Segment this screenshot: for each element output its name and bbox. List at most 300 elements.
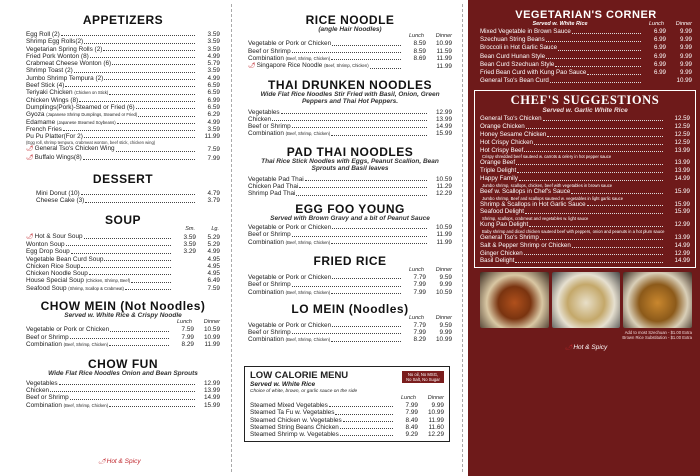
dot-leader (131, 282, 171, 283)
menu-item-name (26, 145, 115, 153)
chef-box (474, 90, 696, 268)
menu-item (248, 123, 452, 130)
dot-leader (79, 101, 195, 102)
menu-item (250, 409, 444, 416)
pepper-icon: 🌶 (248, 63, 256, 70)
soup-large-label: Lg. (211, 225, 219, 232)
lunch-label: Lunch (401, 395, 416, 401)
hot-spicy-label: Hot & Spicy (573, 344, 608, 352)
dinner-price: 9.99 (679, 52, 692, 60)
menu-item-price: 3.59 (207, 125, 220, 133)
lunch-price: 6.99 (653, 60, 666, 68)
food-photo-1 (480, 272, 549, 328)
menu-item-label: Triple Delight (480, 167, 517, 175)
menu-item-name (26, 133, 83, 140)
chef-subtitle: Served w. Garlic White Rice (542, 106, 628, 114)
eggfoo-subtitle: Served with Brown Gravy and a bit of Peanut Sauce (270, 214, 430, 222)
menu-item-name (480, 201, 586, 209)
menu-item (248, 336, 452, 343)
dot-leader (109, 406, 195, 407)
menu-item-label: Vegetables (248, 108, 280, 116)
menu-item (248, 239, 452, 246)
dot-leader (50, 391, 195, 392)
menu-item-name (248, 116, 271, 123)
food-photos (480, 272, 692, 328)
menu-item-price: 12.59 (674, 123, 690, 131)
menu-item-label: Bean Curd Szechuan Style (480, 60, 555, 68)
menu-item-name (248, 322, 331, 329)
menu-item-name (248, 336, 330, 343)
menu-item-label: Combination (248, 288, 284, 296)
lomein-title: LO MEIN (Noodles) (291, 301, 409, 316)
menu-item-note: (Japanese Shrimp Dumplings, Steamed or Fried) (46, 112, 138, 118)
menu-item-name (480, 242, 571, 250)
dot-leader (343, 421, 393, 422)
menu-item-name (248, 289, 330, 296)
large-price: 5.29 (207, 240, 220, 248)
menu-item (26, 387, 220, 394)
dot-leader (571, 193, 663, 194)
menu-item (26, 67, 220, 74)
dot-leader (83, 159, 195, 160)
menu-item-name (36, 197, 84, 204)
chef-title: CHEF'S SUGGESTIONS (510, 93, 660, 108)
dot-leader (109, 94, 195, 95)
menu-item-name (26, 387, 49, 394)
dot-leader (332, 45, 401, 46)
menu-item-note: (Beef, Shrimp, Chicken) (285, 131, 331, 137)
dot-leader (526, 128, 663, 129)
menu-item-label: Steamed Chicken w. Vegetables (250, 416, 342, 424)
lowcal-box (244, 366, 450, 442)
dot-leader (61, 35, 195, 36)
dot-leader (516, 164, 663, 165)
dot-leader (70, 399, 195, 400)
menu-item-name (480, 115, 542, 123)
menu-item-label: Dumplings(Pork)-Steamed or Fried (6) (26, 103, 135, 111)
dinner-price: 9.99 (439, 281, 452, 289)
menu-item (26, 31, 220, 38)
menu-item-name (248, 62, 369, 70)
menu-item (26, 82, 220, 89)
lunch-price: 6.99 (653, 44, 666, 52)
menu-item-price: 12.99 (436, 108, 452, 116)
dot-leader (272, 120, 427, 121)
menu-item-price: 13.99 (674, 159, 690, 167)
footnote-2: Brown Rice Substitution - $1.00 Extra (622, 335, 692, 341)
menu-item-label: Egg Drop Soup (26, 248, 70, 256)
dot-leader (81, 267, 171, 268)
dot-leader (59, 384, 195, 385)
menu-item-price: 4.99 (207, 118, 220, 126)
dot-leader (116, 151, 195, 152)
dot-leader (546, 58, 641, 59)
menu-item-label: Hot & Sour Soup (34, 232, 83, 240)
padthai-list (248, 176, 452, 198)
menu-item-name (250, 424, 339, 431)
dot-leader (305, 180, 427, 181)
dinner-label: Dinner (675, 21, 692, 27)
dinner-price: 10.59 (436, 288, 452, 296)
menu-item-name (248, 329, 291, 336)
menu-item (26, 248, 220, 255)
lunch-price: 7.79 (413, 321, 426, 329)
dinner-label: Dinner (435, 33, 452, 40)
menu-item-price: 6.99 (207, 96, 220, 104)
menu-item-name (248, 109, 280, 116)
menu-item-name (26, 380, 58, 387)
menu-item (480, 242, 690, 250)
menu-item (480, 221, 690, 229)
menu-item (480, 131, 690, 139)
vegcorner-subtitle: Served w. White Rice (532, 21, 588, 27)
dot-leader (546, 41, 641, 42)
dot-leader (331, 243, 427, 244)
dot-leader (331, 293, 401, 294)
menu-item-label: Seafood Soup (26, 284, 67, 292)
menu-item-note: (Chicken on Stick) (74, 90, 109, 96)
padthai-title: PAD THAI NOODLES (286, 144, 414, 159)
menu-item-note: (Japanese Steamed Soybeans) (56, 119, 116, 125)
menu-item (480, 208, 690, 216)
menu-item-note: (Chicken, Shrimp, Beef) (85, 278, 131, 284)
menu-item-name (248, 239, 330, 246)
menu-item (26, 46, 220, 53)
chowfun-subtitle: Wide Flat Rice Noodles Onion and Bean Sprouts (48, 370, 198, 378)
menu-item-label: Pu Pu Platter(For 2) (26, 133, 83, 141)
menu-item (36, 190, 220, 197)
menu-item (480, 234, 690, 242)
menu-item (248, 62, 452, 70)
menu-item-label: Mini Donut (10) (36, 190, 80, 198)
large-price: 6.49 (207, 277, 220, 285)
menu-item-label: Combination (26, 341, 62, 349)
dot-leader (550, 82, 641, 83)
dot-leader (515, 262, 663, 263)
dot-leader (125, 289, 171, 290)
dot-leader (331, 341, 401, 342)
menu-item-label: Hot Crispy Beef (480, 146, 524, 154)
small-price: 3.59 (183, 233, 196, 241)
menu-item-note: (Beef, Shrimp, Chicken) (324, 63, 369, 69)
menu-item-price: 13.99 (204, 387, 220, 395)
menu-item-name (480, 77, 549, 85)
menu-item (480, 159, 690, 167)
menu-item (480, 28, 692, 36)
menu-item-price: 12.59 (674, 115, 690, 123)
item-description: Shrimp, scallops, crabmeat and vegetables w. light sauce (482, 216, 589, 222)
menu-item-label: Orange Chicken (480, 123, 525, 131)
dot-leader (547, 136, 663, 137)
menu-item (26, 60, 220, 67)
lunch-price: 7.99 (405, 402, 418, 409)
dot-leader (517, 172, 663, 173)
menu-item-label: Beef or Shrimp (248, 47, 291, 55)
menu-item-label: Beef or Shrimp (248, 329, 291, 337)
lunch-price: 8.49 (405, 423, 418, 431)
menu-item-label: Mixed Vegetable in Brown Sauce (480, 28, 571, 35)
menu-item-label: House Special Soup (26, 277, 84, 285)
dot-leader (340, 435, 393, 436)
dot-leader (66, 245, 171, 246)
menu-item-price: 6.59 (207, 82, 220, 90)
item-description: Crispy shredded beef sauteed w. carrots & celery in hot pepper sauce (482, 154, 612, 160)
menu-item (250, 424, 444, 431)
dinner-price: 9.99 (679, 28, 692, 35)
menu-item-name (480, 257, 514, 265)
dinner-price: 9.99 (439, 329, 452, 337)
menu-item-name (248, 123, 291, 130)
dot-leader (370, 68, 401, 69)
menu-item-name (248, 130, 330, 137)
menu-item-name (26, 104, 135, 111)
menu-item (26, 104, 220, 111)
menu-item-price: 4.79 (207, 190, 220, 198)
menu-item-price: 12.59 (674, 130, 690, 138)
dot-leader (109, 345, 169, 346)
lunch-price: 7.79 (413, 273, 426, 281)
dot-leader (529, 226, 663, 227)
menu-item-name (248, 281, 291, 288)
dot-leader (331, 59, 401, 60)
eggfoo-title: EGG FOO YOUNG (295, 201, 405, 216)
menu-item-price: 7.99 (207, 154, 220, 162)
menu-item-label: Steamed String Beans Chicken (250, 423, 339, 431)
menu-item-price: 12.99 (674, 249, 690, 257)
menu-item-price: 14.99 (674, 241, 690, 249)
menu-item-price: 11.99 (204, 133, 220, 141)
menu-item (26, 154, 220, 162)
menu-item-label: Basil Delight (480, 257, 515, 265)
dot-leader (335, 414, 393, 415)
menu-item-name (26, 75, 103, 82)
menu-item-price: 15.99 (674, 200, 690, 208)
menu-item-note: (Beef, Shrimp, Chicken) (63, 402, 109, 408)
dot-leader (524, 151, 663, 152)
dinner-price: 11.99 (436, 55, 452, 63)
dot-leader (525, 213, 663, 214)
dot-leader (104, 260, 171, 261)
menu-item (36, 197, 220, 204)
lunch-price: 7.99 (405, 409, 418, 417)
menu-item-price: 14.99 (436, 123, 452, 131)
dot-leader (555, 66, 641, 67)
menu-item (248, 322, 452, 329)
dot-leader (587, 74, 641, 75)
menu-item-name (248, 231, 291, 238)
menu-item (248, 116, 452, 123)
menu-item-label: Ginger Chicken (480, 249, 523, 257)
menu-item-name (480, 44, 557, 52)
dinner-price: 10.99 (436, 40, 452, 48)
menu-item (248, 231, 452, 238)
lunch-price: 8.29 (413, 336, 426, 344)
dot-leader (84, 43, 195, 44)
menu-item-label: General Tso's Chicken (480, 115, 542, 123)
chef-list (480, 115, 690, 265)
menu-item-label: Chicken (26, 387, 50, 395)
menu-item-price: 5.79 (207, 60, 220, 68)
dot-leader (104, 79, 195, 80)
dot-leader (74, 72, 195, 73)
menu-item-label: Fried Pork Wonton (8) (26, 52, 89, 60)
menu-item (26, 334, 220, 341)
menu-item-name (480, 167, 516, 175)
dot-leader (292, 333, 401, 334)
menu-item (26, 145, 220, 153)
menu-item (480, 53, 692, 61)
lunch-label: Lunch (409, 33, 424, 40)
pepper-icon: 🌶 (26, 146, 34, 153)
menu-item-label: Vegetable or Pork or Chicken (248, 40, 332, 48)
menu-item (480, 44, 692, 52)
lunch-price: 8.59 (413, 47, 426, 55)
chowfun-list (26, 380, 220, 409)
dot-leader (103, 50, 195, 51)
menu-item-price: 13.99 (674, 146, 690, 154)
menu-item (248, 274, 452, 281)
lunch-price: 6.99 (653, 69, 666, 77)
menu-item-label: Combination (248, 130, 284, 138)
dot-leader (292, 52, 401, 53)
menu-item (250, 431, 444, 438)
menu-item-price: 14.99 (674, 174, 690, 182)
menu-item (480, 77, 692, 85)
menu-item-label: Vegetable or Pork or Chicken (248, 273, 332, 281)
dinner-price: 9.99 (679, 44, 692, 52)
menu-item-price: 15.99 (674, 187, 690, 195)
column-left (0, 0, 230, 476)
pepper-icon: 🌶 (564, 345, 573, 352)
menu-item-label: French Fries (26, 125, 62, 133)
lunch-price: 8.59 (413, 40, 426, 48)
column-right (468, 0, 700, 476)
menu-item-price: 6.59 (207, 103, 220, 111)
menu-item (26, 326, 220, 333)
menu-item (480, 250, 690, 258)
padthai-subtitle: Thai Rice Stick Noodles with Eggs, Peanut Scallion, Bean Sprouts and Basil leaves (261, 157, 439, 173)
menu-item-label: Shrimp Toast (2) (26, 67, 73, 75)
dot-leader (540, 239, 663, 240)
menu-item-label: Vegetable Pad Thai (248, 175, 304, 183)
lunch-price: 8.69 (413, 55, 426, 63)
dot-leader (85, 202, 195, 203)
menu-item (480, 167, 690, 175)
menu-item-label: Vegetable or Pork or Chicken (248, 321, 332, 329)
menu-item-name (26, 67, 73, 74)
menu-item-label: Kung Pao Delight (480, 221, 529, 229)
menu-item (480, 201, 690, 209)
menu-item-label: Combination (248, 238, 284, 246)
menu-item-label: Teriyaki Chicken (26, 89, 73, 97)
menu-item (480, 115, 690, 123)
small-price: 3.29 (183, 248, 196, 256)
menu-item-label: Crabmeat Cheese Wonton (6) (26, 60, 112, 68)
dot-leader (138, 116, 195, 117)
dot-leader (332, 278, 401, 279)
menu-item-name (26, 341, 108, 348)
menu-item-label: Chicken Pad Thai (248, 183, 299, 191)
hot-spicy-label: Hot & Spicy (106, 458, 141, 465)
lunch-price: 6.99 (653, 28, 666, 35)
dinner-price: 11.99 (428, 416, 444, 424)
menu-item-name (26, 241, 65, 248)
menu-item-price: 12.99 (674, 221, 690, 229)
footnote-1: Add to most Szechuan - $1.00 Extra (624, 330, 692, 336)
dinner-price: 10.99 (436, 336, 452, 344)
dot-leader (292, 127, 427, 128)
menu-item (26, 402, 220, 409)
menu-item-price: 6.59 (207, 89, 220, 97)
menu-item-name (26, 248, 70, 255)
menu-item-price: 15.99 (674, 208, 690, 216)
dinner-label: Dinner (435, 266, 452, 273)
menu-item-price: 7.59 (207, 146, 220, 154)
menu-item-price: 11.29 (436, 183, 452, 191)
menu-item-name (26, 46, 102, 53)
item-description: Baby shrimp and diced chicken sauteed beef with peppers, onion and peanuts in a hot plum sauce (482, 228, 665, 234)
menu-item-label: Combination (248, 55, 284, 63)
friedrice-list (248, 274, 452, 296)
menu-item (26, 380, 220, 387)
lunch-price: 7.99 (413, 281, 426, 289)
menu-item-label: Beef w. Scallops in Chef's Sauce (480, 187, 571, 195)
dessert-title: DESSERT (92, 172, 154, 187)
menu-item-name (26, 256, 103, 263)
menu-item (248, 40, 452, 47)
menu-item-name (480, 139, 533, 147)
dinner-label: Dinner (435, 314, 452, 321)
appetizers-list (26, 31, 220, 162)
menu-item-price: 3.59 (207, 31, 220, 38)
lunch-price: 7.99 (413, 288, 426, 296)
dinner-price: 11.59 (436, 47, 452, 55)
vegcorner-header (480, 21, 692, 28)
lunch-price: 6.99 (653, 52, 666, 60)
dot-leader (89, 274, 171, 275)
lomein-header (248, 315, 452, 322)
dinner-price: 9.59 (439, 273, 452, 281)
menu-item-name (248, 274, 331, 281)
dot-leader (572, 247, 663, 248)
menu-item-name (26, 89, 108, 96)
menu-item-label: Shrimp & Scallops in Hot Garlic Sauce (480, 200, 586, 208)
menu-item-name (248, 183, 298, 190)
menu-item (26, 277, 220, 284)
menu-item (248, 281, 452, 288)
menu-item-label: Egg Roll (2) (26, 31, 60, 38)
menu-item-name (248, 40, 331, 47)
dot-leader (296, 195, 427, 196)
dot-leader (534, 144, 663, 145)
menu-item-name (26, 53, 89, 60)
menu-item (248, 183, 452, 190)
menu-item-label: Fried Bean Curd with Kung Pao Sauce (480, 69, 587, 77)
menu-item (26, 394, 220, 401)
menu-item-name (480, 234, 539, 242)
lunch-label: Lunch (177, 319, 192, 326)
dinner-price: 10.99 (204, 333, 220, 341)
dot-leader (340, 428, 393, 429)
chowmein-header (26, 319, 220, 326)
thaidrunken-subtitle: Wide Flat Rice Noodles Stir Fried with Basil, Onion, Green Peppers and Thai Hot Peppers. (260, 90, 440, 106)
menu-item-name (26, 326, 109, 333)
lowcal-header (250, 395, 444, 402)
dot-leader (117, 123, 195, 124)
dot-leader (63, 130, 195, 131)
menu-item-price: 13.99 (674, 233, 690, 241)
menu-item-label: Jumbo Shrimp Tempura (2) (26, 74, 104, 82)
